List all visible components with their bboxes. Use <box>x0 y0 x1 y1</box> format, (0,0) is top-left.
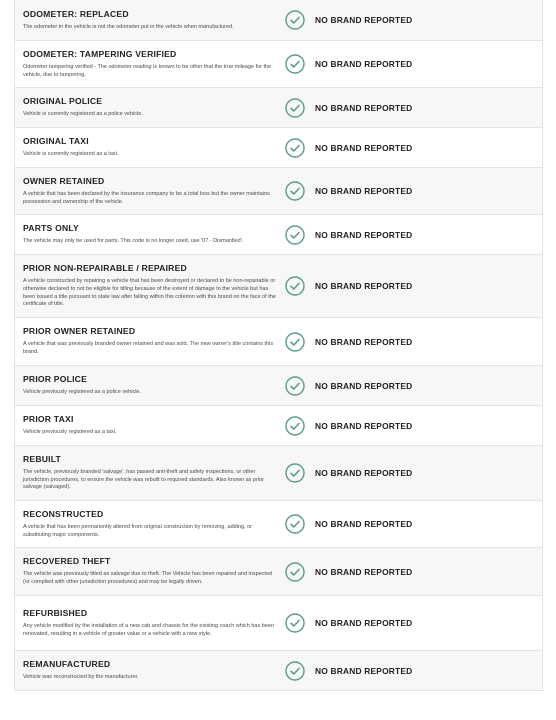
brand-description: The vehicle, previously branded 'salvage', has passed anti-theft and safety inspections, or other jurisdiction procedures, to ensure the vehicle was rebuilt to required standards. Also known as prior salvage (salvaged). <box>23 469 264 491</box>
brand-status <box>278 514 542 534</box>
brand-row-owner-retained <box>15 167 542 214</box>
status-text: NO BRAND REPORTED <box>315 618 413 628</box>
brand-status <box>278 376 542 396</box>
brand-row-prior-owner-retained <box>15 317 542 365</box>
status-text: NO BRAND REPORTED <box>315 229 413 240</box>
brand-row-rebuilt <box>15 445 542 500</box>
brand-status <box>278 463 542 483</box>
brand-status <box>278 332 542 352</box>
brand-info <box>15 96 278 119</box>
brand-description: The vehicle may only be used for parts. This code is no longer used, use '07 - Dismantled'. <box>23 238 244 245</box>
brand-title: REMANUFACTURED <box>23 659 111 670</box>
status-text: NO BRAND REPORTED <box>315 420 413 431</box>
brand-row-original-taxi <box>15 127 542 167</box>
brand-title: PRIOR OWNER RETAINED <box>23 326 136 337</box>
check-circle-icon <box>285 181 305 201</box>
brand-description: Vehicle previously registered as a taxi. <box>23 429 117 436</box>
title-brand-table <box>14 0 543 691</box>
brand-row-original-police <box>15 87 542 127</box>
status-text: NO BRAND REPORTED <box>315 15 413 25</box>
check-circle-icon <box>285 514 305 534</box>
brand-info <box>15 223 278 246</box>
brand-description: Odometer tampering verified - The odometer reading is known to be other that the true mileage for the vehicle, due to tampering. <box>23 63 272 78</box>
brand-info <box>15 608 278 638</box>
brand-row-prior-taxi <box>15 405 542 445</box>
brand-info <box>15 454 278 492</box>
brand-info <box>15 509 278 539</box>
brand-row-prior-non-repairable <box>15 254 542 317</box>
brand-title: OWNER RETAINED <box>23 175 105 186</box>
check-circle-icon <box>285 276 305 296</box>
brand-status <box>278 276 542 296</box>
brand-row-remanufactured <box>15 650 542 690</box>
brand-info <box>15 136 278 159</box>
brand-info <box>15 659 278 682</box>
check-circle-icon <box>285 54 305 74</box>
brand-title: RECOVERED THEFT <box>23 556 111 567</box>
brand-info <box>15 49 278 79</box>
brand-row-reconstructed <box>15 500 542 547</box>
check-circle-icon <box>285 661 305 681</box>
brand-description: A vehicle constructed by repairing a vehicle that has been destroyed or declared to be non-repairable or otherwise declared to not be eligible for titling because of the extent of damage to the vehicle but has been issued a title pursuant to state law after falling within this criterion with this brand on the face of the certificate of title. <box>23 278 276 308</box>
brand-status <box>278 225 542 245</box>
check-circle-icon <box>285 613 305 633</box>
check-circle-icon <box>285 138 305 158</box>
brand-status <box>278 54 542 74</box>
status-text: NO BRAND REPORTED <box>315 380 413 391</box>
brand-info <box>15 176 278 206</box>
check-circle-icon <box>285 463 305 483</box>
brand-info <box>15 9 278 32</box>
brand-title: ODOMETER: REPLACED <box>23 8 129 19</box>
brand-row-refurbished <box>15 595 542 650</box>
check-circle-icon <box>285 98 305 118</box>
check-circle-icon <box>285 562 305 582</box>
brand-info <box>15 556 278 586</box>
brand-info <box>15 414 278 437</box>
brand-title: PRIOR NON-REPAIRABLE / REPAIRED <box>23 263 187 274</box>
brand-title: REBUILT <box>23 454 61 465</box>
brand-description: The odometer in the vehicle is not the odometer put in the vehicle when manufactured. <box>23 23 234 30</box>
brand-status <box>278 10 542 30</box>
status-text: NO BRAND REPORTED <box>315 186 413 196</box>
brand-description: Vehicle previously registered as a police vehicle. <box>23 389 142 396</box>
brand-status <box>278 181 542 201</box>
check-circle-icon <box>285 225 305 245</box>
brand-status <box>278 613 542 633</box>
brand-status <box>278 562 542 582</box>
brand-status <box>278 138 542 158</box>
brand-description: A vehicle that has been declared by the insurance company to be a total loss but the owner maintains possession and ownership of the vehicle. <box>23 190 270 205</box>
brand-description: Vehicle is currently registered as a police vehicle. <box>23 111 143 118</box>
brand-title: ORIGINAL TAXI <box>23 136 89 147</box>
brand-status <box>278 98 542 118</box>
status-text: NO BRAND REPORTED <box>315 59 413 69</box>
brand-row-odometer-tampering-verified <box>15 40 542 87</box>
brand-status <box>278 416 542 436</box>
brand-row-recovered-theft <box>15 547 542 595</box>
brand-description: Vehicle is currently registered as a taxi. <box>23 151 119 158</box>
brand-title: PARTS ONLY <box>23 223 79 234</box>
brand-status <box>278 661 542 681</box>
brand-title: PRIOR TAXI <box>23 414 74 425</box>
check-circle-icon <box>285 10 305 30</box>
brand-title: RECONSTRUCTED <box>23 508 104 519</box>
status-text: NO BRAND REPORTED <box>315 102 413 113</box>
brand-title: PRIOR POLICE <box>23 374 87 385</box>
brand-description: A vehicle that has been permanently altered from original construction by removing, adding, or substituting major components. <box>23 523 252 538</box>
status-text: NO BRAND REPORTED <box>315 665 413 676</box>
status-text: NO BRAND REPORTED <box>315 281 413 291</box>
brand-info <box>15 263 278 308</box>
brand-info <box>15 374 278 397</box>
brand-row-parts-only <box>15 214 542 254</box>
status-text: NO BRAND REPORTED <box>315 336 413 347</box>
status-text: NO BRAND REPORTED <box>315 519 413 529</box>
status-text: NO BRAND REPORTED <box>315 468 413 478</box>
brand-description: Any vehicle modified by the installation of a new cab and chassis for the existing coach which has been renovated, resulting in a vehicle of greater value or a vehicle with a new style. <box>23 622 275 637</box>
brand-description: Vehicle was reconstructed by the manufacturer. <box>23 674 139 681</box>
check-circle-icon <box>285 332 305 352</box>
brand-title: REFURBISHED <box>23 607 88 618</box>
brand-title: ODOMETER: TAMPERING VERIFIED <box>23 48 177 59</box>
status-text: NO BRAND REPORTED <box>315 142 413 153</box>
brand-description: A vehicle that was previously branded owner retained and was sold. The new owner's title contains this brand. <box>23 341 274 355</box>
check-circle-icon <box>285 376 305 396</box>
status-text: NO BRAND REPORTED <box>315 566 413 577</box>
check-circle-icon <box>285 416 305 436</box>
brand-info <box>15 326 278 356</box>
brand-row-prior-police <box>15 365 542 405</box>
brand-description: The vehicle was previously titled as salvage due to theft. The Vehicle has been repaired and inspected (or complied with other jurisdiction procedures) and may be legally driven. <box>23 571 273 585</box>
brand-row-odometer-replaced <box>15 0 542 40</box>
brand-title: ORIGINAL POLICE <box>23 96 103 107</box>
